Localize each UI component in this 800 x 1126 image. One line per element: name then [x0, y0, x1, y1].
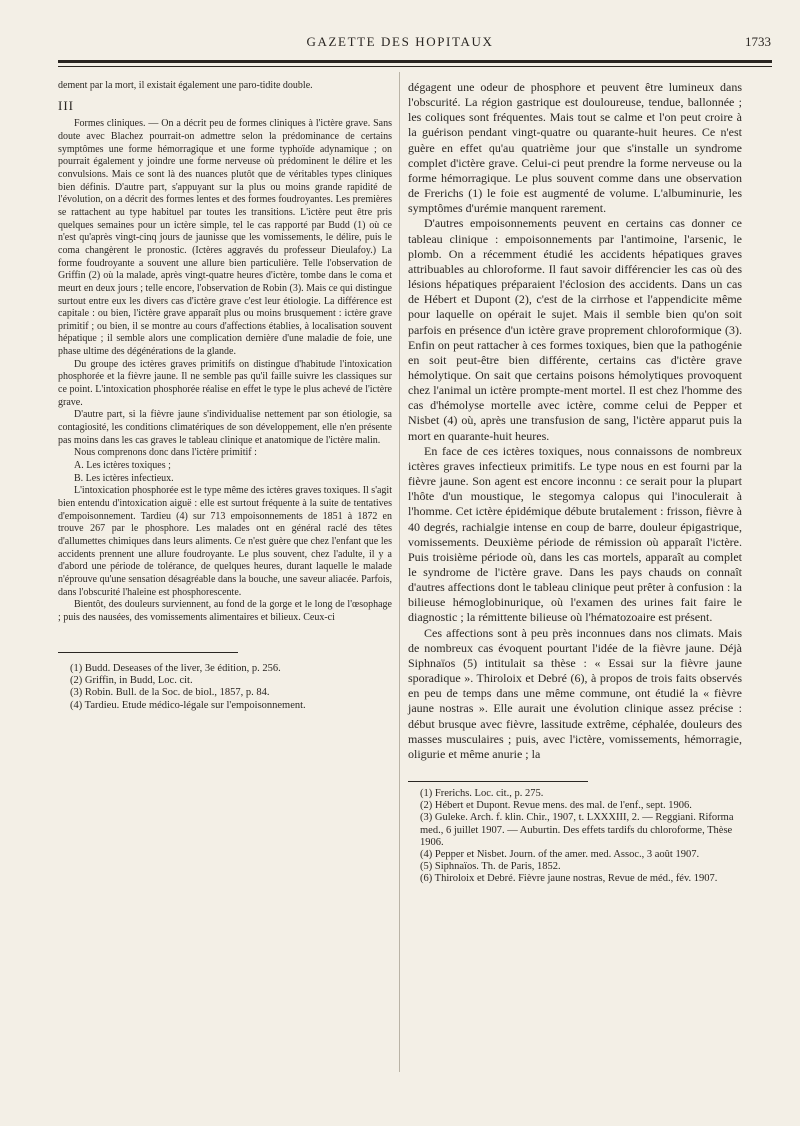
right-column: [408, 80, 742, 762]
paragraph: Ces affections sont à peu près inconnues dans nos climats. Mais de nombreux cas évoquent pourtant l'idée de la fièvre jaune. Déjà Siphnaïos (5) intitulait sa thèse : « Essai sur la fièvre jaune sporadique ». Thiroloix et Debré (6), à propos de trois faits observés en peu de temps dans une même commune, ont étudié la « fièvre jaune nostras ». Elle aurait une évolution clinique assez précise : début brusque avec fièvre, lassitude extrême, céphalée, douleurs des masses musculaires ; puis, avec l'ictère, vomissements, hémorragie, oligurie et même anurie ; la: [408, 625, 742, 761]
footnote: (3) Guleke. Arch. f. klin. Chir., 1907, t. LXXXIII, 2. — Reggiani. Riforma med., 6 juillet 1907. — Auburtin. Des effets tardifs du chloroforme, Thèse 1906.: [420, 812, 734, 848]
paragraph: D'autres empoisonnements peuvent en certains cas donner ce tableau clinique : empoisonnements par l'antimoine, l'arsenic, le plomb. On a récemment étudié les accidents hépatiques graves attribuables au chloroforme. Il faut savoir différencier les cas où des lésions hépatiques préparaient l'éclosion des accidents. Dans un cas de Hébert et Dupont (2), c'est de la cirrhose et l'appendicite même pour laquelle on opérait le sujet. Mais il semble bien qu'on soit parfois en présence d'un ictère grave proprement chloroformique (3). Enfin on peut rattacher à ces formes toxiques, bien que la pathogénie en soit peut-être bien différente, certains cas d'ictère grave hémolytique. On sait que certains poisons hémolytiques provoquent chez l'animal un ictère prompte-ment mortel. Il est chez l'homme des cas d'hémolyse mortelle avec ictère, comme celui de Pepper et Nisbet (4) où, après une transfusion de sang, l'ictère apparut puis la mort en quarante-huit heures.: [408, 216, 742, 443]
right-footnotes: [420, 788, 750, 886]
left-footnotes: [70, 663, 390, 712]
paragraph: dement par la mort, il existait également une paro-tidite double.: [58, 80, 313, 91]
page-number: 1733: [745, 34, 771, 49]
paragraph: Du groupe des ictères graves primitifs on distingue d'habitude l'intoxication phosphorée et la fièvre jaune. Il ne semble pas qu'il faille suivre les classiques sur ce point. L'intoxication phosphorée réalise en effet le type le plus achevé de l'ictère grave.: [58, 358, 392, 408]
list-item: B. Les ictères infectieux.: [74, 472, 174, 484]
footnote: (6) Thiroloix et Debré. Fièvre jaune nostras, Revue de méd., fév. 1907.: [420, 873, 718, 885]
footnote-rule: [58, 652, 238, 653]
paragraph: Bientôt, des douleurs surviennent, au fond de la gorge et le long de l'œsophage ; puis des nausées, des vomissements alimentaires et bilieux. Ceux-ci: [58, 599, 392, 623]
header-rule-thin: [58, 66, 772, 67]
running-head: GAZETTE DES HOPITAUX: [306, 34, 494, 49]
footnote: (4) Tardieu. Etude médico-légale sur l'empoisonnement.: [70, 699, 306, 711]
paragraph: D'autre part, si la fièvre jaune s'individualise nettement par son étiologie, sa contagiosité, les conditions climatériques de son développement, elle n'en présente pas moins dans les cas graves le tableau clinique et anatomique de l'ictère malin.: [58, 409, 392, 446]
left-column: [58, 80, 392, 625]
paragraph: dégagent une odeur de phosphore et peuvent être lumineux dans l'obscurité. La région gastrique est douloureuse, tendue, ballonnée ; les coliques sont fréquentes. Mais tout se calme et l'on peut croire à la guérison pendant vingt-quatre ou quarante-huit heures. Ce n'est guère en effet qu'au quatrième jour que s'installe un syndrome complet d'ictère grave. Celui-ci peut prendre la forme nerveuse ou la forme hémorragique. Le plus souvent comme dans une observation de Frerichs (1) le foie est augmenté de volume. L'albuminurie, les symptômes d'urémie manquent rarement.: [408, 80, 742, 216]
paragraph: Formes cliniques. — On a décrit peu de formes cliniques à l'ictère grave. Sans doute avec Blachez pourrait-on admettre selon la prédominance de certains symptômes une forme hémorragique et une forme typhoïde adynamique ; on pourrait également y joindre une forme nerveuse où prédominent le délire et les convulsions. Mais ce sont là des nuances plutôt que de véritables types cliniques bien définis. D'autre part, s'appuyant sur la plus ou moins grande rapidité de l'évolution, on a décrit des formes lentes et des formes foudroyantes. Les premières se rattachent au type habituel par toutes les transitions. L'ictère peut être pris quelques semaines pour un ictère simple, tel le cas rapporté par Budd (1) où ce n'est qu'après vingt-cinq jours de jaunisse que les vomissements, le délire, puis le coma changèrent le pronostic. (Ictères aggravés du professeur Dieulafoy.) La forme foudroyante a souvent une allure bien particulière. Telle l'observation de Griffin (2) où la malade, après vingt-quatre heures d'ictère, tombe dans le coma et meurt en deux jours ; telle encore, l'observation de Robin (3). Mais ce qui distingue surtout entre eux les divers cas d'ictère grave c'est leur étiologie. La différence est capitale : ou bien, l'ictère grave apparaît plus ou moins brusquement : ictère grave primitif ; ou bien, il se montre au cours d'affections établies, à localisation souvent hépatique ; il semble alors une complication dernière d'une maladie de foie, une phase ultime des dégénérations de la glande.: [58, 118, 392, 358]
footnote: (5) Siphnaïos. Th. de Paris, 1852.: [420, 861, 561, 873]
paragraph: L'intoxication phosphorée est le type même des ictères graves toxiques. Il s'agit bien entendu d'intoxication aiguë : elle est surtout fréquente à la suite de tentatives d'empoisonnement. Tardieu (4) sur 713 empoisonnements de 1851 à 1872 en trouve 267 par le phosphore. Les malades ont en général raclé des têtes d'allumettes chimiques dans leurs aliments. Ce n'est guère que chez l'enfant que les accidents prennent une allure foudroyante. Le plus souvent, chez l'adulte, il y a d'abord une période de tolérance, de quelques heures, durant laquelle le malade n'éprouve qu'une sensation désagréable dans la bouche, une saveur aliacée. Parfois, dans l'obscurité l'haleine est phosphorescente.: [58, 485, 392, 598]
paragraph: Nous comprenons donc dans l'ictère primitif :: [74, 447, 257, 459]
footnote: (3) Robin. Bull. de la Soc. de biol., 1857, p. 84.: [70, 687, 270, 699]
footnote: (1) Frerichs. Loc. cit., p. 275.: [420, 788, 544, 799]
footnote: (4) Pepper et Nisbet. Journ. of the amer. med. Assoc., 3 août 1907.: [420, 849, 700, 861]
footnote: (1) Budd. Deseases of the liver, 3e édition, p. 256.: [70, 663, 281, 674]
list-item: A. Les ictères toxiques ;: [74, 460, 171, 472]
footnote: (2) Hébert et Dupont. Revue mens. des mal. de l'enf., sept. 1906.: [420, 800, 692, 812]
footnote: (2) Griffin, in Budd, Loc. cit.: [70, 675, 193, 687]
footnote-rule: [408, 781, 588, 782]
column-divider: [399, 72, 400, 1072]
header-rule-thick: [58, 60, 772, 63]
paragraph: En face de ces ictères toxiques, nous connaissons de nombreux ictères graves infectieux primitifs. Le type nous en est fourni par la fièvre jaune. Son agent est encore inconnu : ce serait pour la plupart l'hôte d'un moustique, le stegomya calopus qui l'inoculerait à l'homme. Cet ictère épidémique débute brutalement : frisson, fièvre à 40 degrés, rachialgie intense en coup de barre, douleur épigastrique, vomissements. Deuxième période de rémission où apparaît l'ictère. Puis troisième période où, dans les cas mortels, apparaît au complet le syndrome de l'ictère grave. Dans les pays chauds on connaît d'autres affections dont le tableau clinique peut prêter à confusion : la bilieuse hémoglobinurique, où l'examen des urines fait faire le diagnostic ; la rémittente bilieuse où l'hématozoaire est présent.: [408, 443, 742, 625]
section-number: III: [58, 97, 74, 113]
